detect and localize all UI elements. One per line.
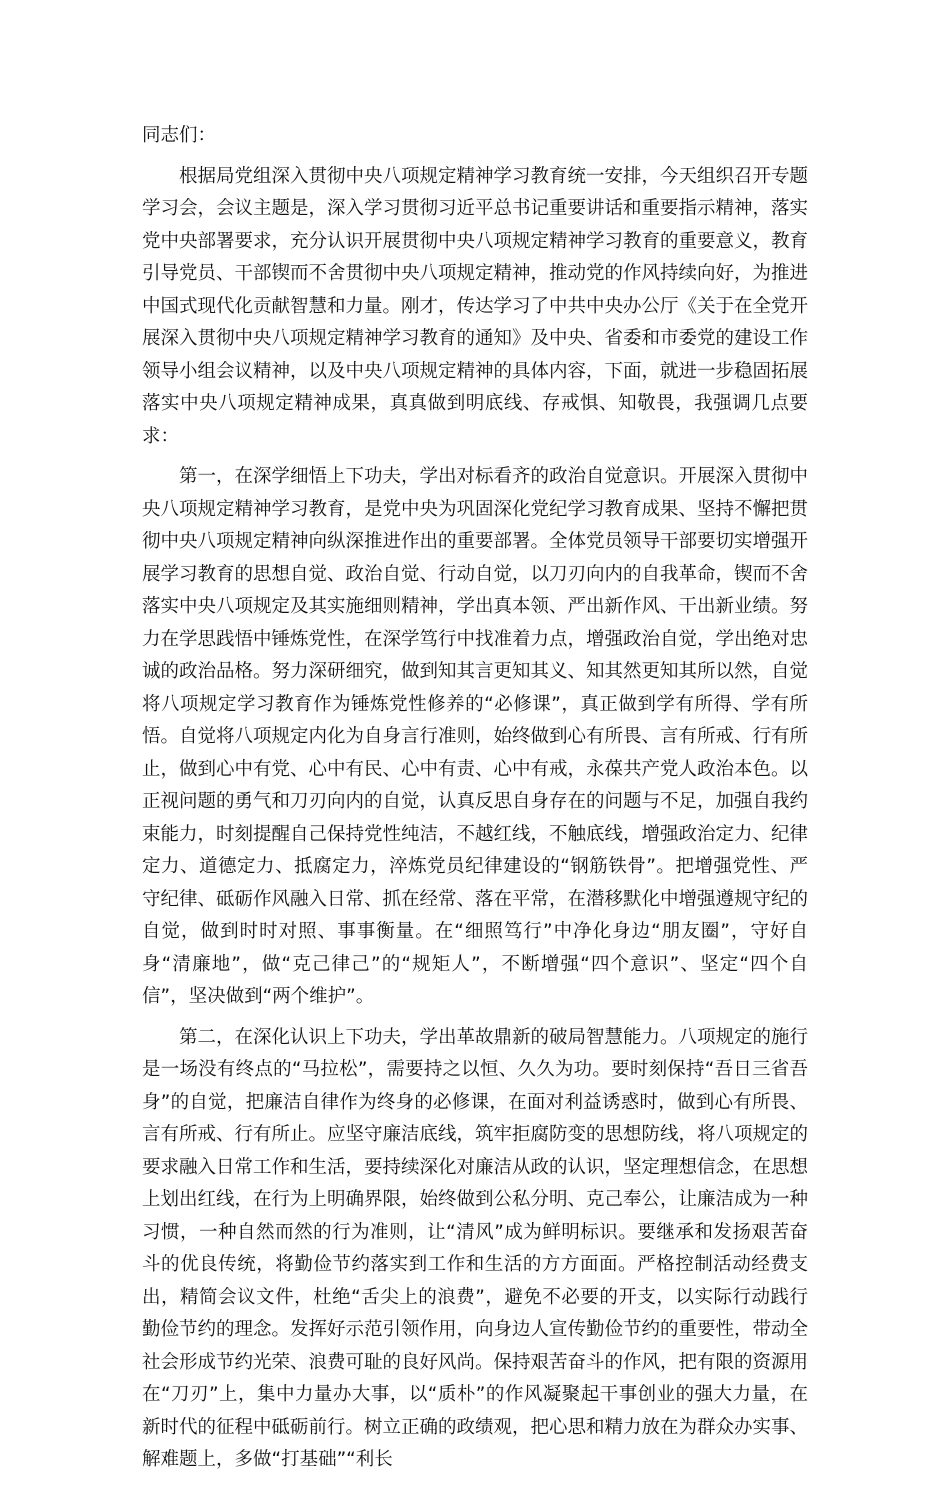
salutation: 同志们： <box>142 125 217 146</box>
paragraph-intro: 根据局党组深入贯彻中央八项规定精神学习教育统一安排，今天组织召开专题学习会，会议主题是，深入学习贯彻习近平总书记重要讲话和重要指示精神，落实党中央部署要求，充分认识开展贯彻中央八项规定精神学习教育的重要意义，教育引导党员、干部锲而不舍贯彻中央八项规定精神，推动党的作风持续向好，为推进中国式现代化贡献智慧和力量。刚才，传达学习了中共中央办公厅《关于在全党开展深入贯彻中央八项规定精神学习教育的通知》及中央、省委和市委党的建设工作领导小组会议精神，以及中央八项规定精神的具体内容，下面，就进一步稳固拓展落实中央八项规定精神成果，真真做到明底线、存戒惧、知敬畏，我强调几点要求： <box>142 165 809 447</box>
paragraph-point-two: 第二，在深化认识上下功夫，学出革故鼎新的破局智慧能力。八项规定的施行是一场没有终点的“马拉松”，需要持之以恒、久久为功。要时刻保持“吾日三省吾身”的自觉，把廉洁自律作为终身的必修课，在面对利益诱惑时，做到心有所畏、言有所戒、行有所止。应坚守廉洁底线，筑牢拒腐防变的思想防线，将八项规定的要求融入日常工作和生活，要持续深化对廉洁从政的认识，坚定理想信念，在思想上划出红线，在行为上明确界限，始终做到公私分明、克己奉公，让廉洁成为一种习惯，一种自然而然的行为准则，让“清风”成为鲜明标识。要继承和发扬艰苦奋斗的优良传统，将勤俭节约落实到工作和生活的方方面面。严格控制活动经费支出，精简会议文件，杜绝“舌尖上的浪费”，避免不必要的开支，以实际行动践行勤俭节约的理念。发挥好示范引领作用，向身边人宣传勤俭节约的重要性，带动全社会形成节约光荣、浪费可耻的良好风尚。保持艰苦奋斗的作风，把有限的资源用在“刀刃”上，集中力量办大事，以“质朴”的作风凝聚起干事创业的强大力量，在新时代的征程中砥砺前行。树立正确的政绩观，把心思和精力放在为群众办实事、解难题上，多做“打基础”“利长 <box>142 1026 809 1470</box>
document-body <box>142 120 808 1485</box>
paragraph-point-one: 第一，在深学细悟上下功夫，学出对标看齐的政治自觉意识。开展深入贯彻中央八项规定精神学习教育，是党中央为巩固深化党纪学习教育成果、坚持不懈把贯彻中央八项规定精神向纵深推进作出的重要部署。全体党员领导干部要切实增强开展学习教育的思想自觉、政治自觉、行动自觉，以刀刃向内的自我革命，锲而不舍落实中央八项规定及其实施细则精神，学出真本领、严出新作风、干出新业绩。努力在学思践悟中锤炼党性，在深学笃行中找准着力点，增强政治自觉，学出绝对忠诚的政治品格。努力深研细究，做到知其言更知其义、知其然更知其所以然，自觉将八项规定学习教育作为锤炼党性修养的“必修课”，真正做到学有所得、学有所悟。自觉将八项规定内化为自身言行准则，始终做到心有所畏、言有所戒、行有所止，做到心中有党、心中有民、心中有责、心中有戒，永葆共产党人政治本色。以正视问题的勇气和刀刃向内的自觉，认真反思自身存在的问题与不足，加强自我约束能力，时刻提醒自己保持党性纯洁，不越红线，不触底线，增强政治定力、纪律定力、道德定力、抵腐定力，淬炼党员纪律建设的“钢筋铁骨”。把增强党性、严守纪律、砥砺作风融入日常、抓在经常、落在平常，在潜移默化中增强遵规守纪的自觉，做到时时对照、事事衡量。在“细照笃行”中净化身边“朋友圈”，守好自身“清廉地”，做“克己律己”的“规矩人”，不断增强“四个意识”、坚定“四个自信”，坚决做到“两个维护”。 <box>142 466 809 1007</box>
